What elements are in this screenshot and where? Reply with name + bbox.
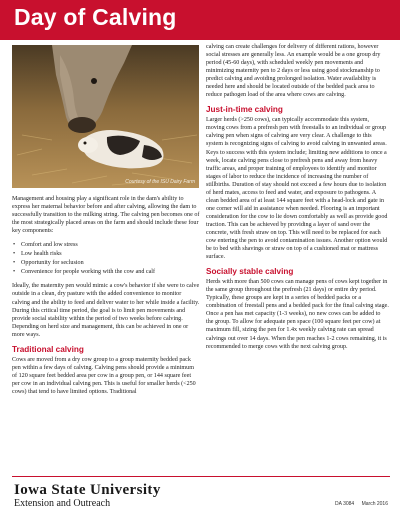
list-item: • Opportunity for seclusion bbox=[21, 259, 200, 267]
maternity-pen-paragraph: Ideally, the maternity pen would mimic a cow's behavior if she were to calve outside in a clean, dry pasture with the added convenience to monitor calving and the ability to feed and deliver water to her while inside a facility. During this critical time period, the goal is to limit pen movements and provide social stability within the period of two weeks before calving. Depending on herd size and management, this can be achieved in one or more ways. bbox=[12, 283, 200, 338]
key-components-list bbox=[12, 241, 200, 276]
page-title: Day of Calving bbox=[14, 4, 177, 30]
cow-calf-illustration bbox=[12, 45, 199, 188]
publication-info bbox=[329, 501, 388, 507]
footer-divider bbox=[12, 476, 390, 477]
cow-calf-photo bbox=[12, 45, 199, 188]
just-in-time-paragraph: Larger herds (>250 cows), can typically accommodate this system, moving cows from a prefresh pen with freestalls to an individual or group calving pen when signs of calving are very clear. A challenge to this system is recognizing signs of calving to avoid calving in unwanted areas. Keys to success with this system include; limiting new additions to once a week, locate calving pens close to prefresh pens and away from heavy traffic areas, and proper training of employees to identify and monitor stages of labor to reduce the incidence of increasing the number of stillbirths. Duration of stay should not exceed a few hours due to isolation of herd mates, access to feed and water, and exposure to pathogens. A clean bedded area of at least 144 square feet with a head-lock and gate in one corner will aid in assistance when needed. Flooring is an important consideration for the cow to lie down comfortably as well as provide good traction. This can be achieved by providing a layer of sand over the concrete, with fresh straw on top. This will need to be replaced for each cow entering the pen to avoid contamination issues. Another option would be to bed with shavings or straw on top of a cushioned mat or mattress surface. bbox=[206, 117, 388, 261]
traditional-calving-paragraph: Cows are moved from a dry cow group to a group maternity bedded pack pen within a few days of calving. Calving pens should provide a minimum of 120 square feet bedded area per cow in a group pen, or 144 square feet per cow in an individual calving pen. This is useful for smaller herds (<250 cows) that tend to have limited options. Traditional bbox=[12, 356, 196, 395]
traditional-continued-paragraph: calving can create challenges for delivery of different rations, however social stresses are generally less. An example would be a one group dry period (45-60 days), with scheduled weekly pen movements and minimizing maternity pen to 2 days or less using good stockmanship to predict calving and avoiding prolonged isolation. Water availability is needed here and should be located outside of the bedded pack area to reduce pathogen load of the area where cows are calving. bbox=[206, 44, 381, 99]
list-item: • Low health risks bbox=[21, 250, 200, 258]
socially-stable-paragraph: Herds with more than 500 cows can manage pens of cows kept together in the same group throughout the prefresh (21 days) or entire dry period. Typically, these groups are kept in a series of bedded packs or a combination of freestall pens and a bedded pack for the final calving stage. Once a pen has met capacity (1-3 weeks), no new cows can be added to the group. To allow for adequate pen space (100 square feet per cow) at maximum fill, sizing the pen for 1.4x weekly calving rate can spread calvings out over 14 days. When the pen reaches 1-2 cows remaining, it is recommended to merge cows with the next calving group. bbox=[206, 279, 389, 350]
list-item: • Comfort and low stress bbox=[21, 241, 200, 249]
photo-credit: Courtesy of the ISU Dairy Farm bbox=[125, 179, 195, 185]
extension-name: Extension and Outreach bbox=[14, 498, 111, 509]
university-name: Iowa State University bbox=[14, 482, 161, 498]
footer bbox=[0, 476, 400, 514]
list-item: • Convenience for people working with the cow and calf bbox=[21, 268, 200, 276]
heading-traditional-calving: Traditional calving bbox=[12, 344, 84, 354]
title-banner bbox=[0, 0, 400, 40]
publication-date: March 2016 bbox=[361, 501, 388, 507]
document-number: DA 3084 bbox=[335, 501, 355, 507]
left-column bbox=[12, 195, 200, 402]
right-column bbox=[206, 43, 389, 357]
heading-just-in-time-calving: Just-in-time calving bbox=[206, 105, 283, 115]
heading-socially-stable-calving: Socially stable calving bbox=[206, 267, 294, 277]
intro-paragraph: Management and housing play a significant role in the dam's ability to express her maternal behavior before and after calving, allowing the dam to successfully transition to the milking string. The calving pen becomes one of the most strategically placed areas on the farm and should include these four key components: bbox=[12, 196, 200, 235]
